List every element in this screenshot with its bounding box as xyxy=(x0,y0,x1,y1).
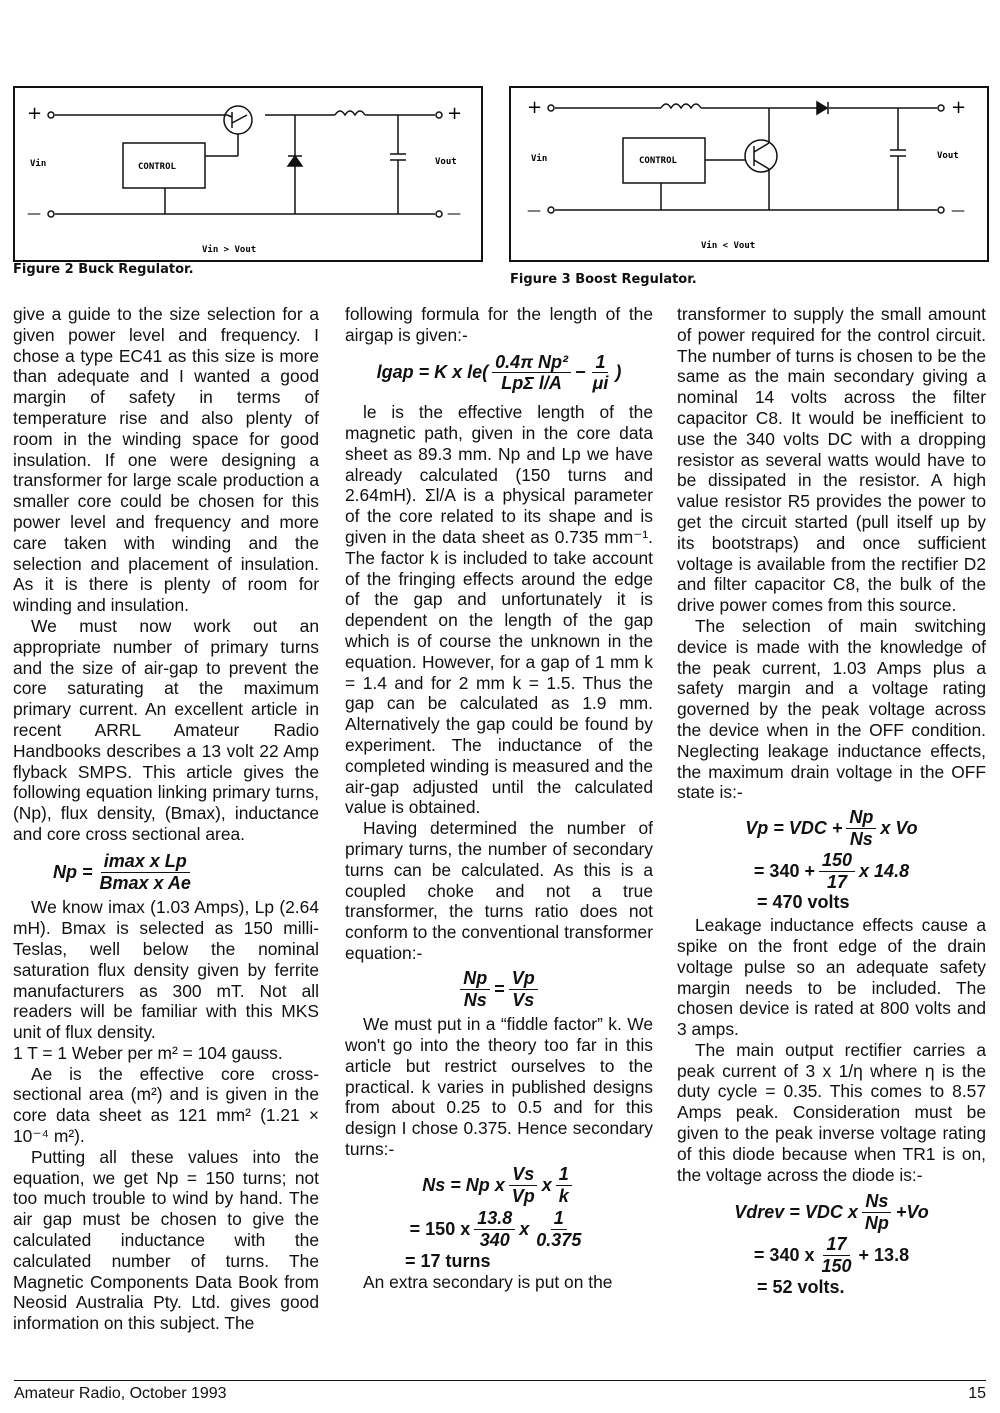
eq-vd2-frac xyxy=(818,1234,854,1277)
boost-plus-in: + xyxy=(527,97,543,118)
equation-vdrev-values xyxy=(677,1234,986,1277)
eq-ns-frac1 xyxy=(509,1164,538,1207)
eq-ns-frac2-den: k xyxy=(558,1185,569,1206)
eq1-lhs: Np = xyxy=(53,861,93,882)
buck-vin-label: Vin xyxy=(30,159,47,169)
eq1-numerator: imax x Lp xyxy=(101,851,190,873)
eq-ratio-right-den: Vs xyxy=(512,989,535,1010)
buck-schematic xyxy=(15,88,481,260)
eq-gap-minus: − xyxy=(575,362,586,383)
col2-paragraph-4: We must put in a “fiddle factor” k. We won't go into the theory too far in this article but restrict ourselves to the practical. k varies in published designs from about 0.25 to 0.5 and for this design I chose 0.375. Hence secondary turns:- xyxy=(345,1014,653,1160)
eq-vd2-lhs: = 340 x xyxy=(753,1244,815,1265)
boost-control-label: CONTROL xyxy=(639,156,677,166)
eq-ns-lhs: Ns = Np x xyxy=(422,1174,505,1195)
eq-ns3: = 17 turns xyxy=(405,1251,491,1272)
buck-minus-in: — xyxy=(27,206,41,222)
eq-vp2-frac xyxy=(819,850,855,893)
eq-vd2-num: 17 xyxy=(823,1234,849,1256)
eq-gap-fraction-2 xyxy=(590,352,612,395)
boost-minus-in: — xyxy=(527,203,541,219)
buck-control-label: CONTROL xyxy=(138,162,176,172)
col2-paragraph-5: An extra secondary is put on the xyxy=(363,1271,613,1292)
boost-schematic xyxy=(511,88,987,260)
col3-paragraph-1: transformer to supply the small amount of power required for the control circuit. The number of turns is chosen to be the same as the main secondary giving a nominal 14 volts across the filter capacitor C8. It would be inefficient to use the 340 volts DC with a dropping resistor as several watts would have to be dissipated in the resistor. A high value resistor R5 provides the power to get the circuit started (pull itself up by its bootstraps) and once sufficient voltage is available from the rectifier D2 and filter capacitor C8, the bulk of the drive power comes from this source. xyxy=(677,304,986,616)
boost-minus-out: — xyxy=(951,203,965,219)
col1-paragraph-5: Ae is the effective core cross-sectional area (m²) and is given in the core data sheet as 121 mm² (1.21 × 10⁻⁴ m²). xyxy=(13,1063,319,1147)
eq-ns-frac1-den: Vp xyxy=(511,1185,535,1206)
figure-boost-regulator xyxy=(509,86,989,262)
eq-vd-lhs: Vdrev = VDC x xyxy=(734,1202,858,1223)
col2-paragraph-2: le is the effective length of the magnetic path, given in the core data sheet as 89.3 mm. Np and Lp we have already calculated (150 turns and 2.64mH). Σl/A is a physical parameter of the core related to its shape and is given in the data sheet as 0.735 mm⁻¹. The factor k is included to take account of the fringing effects around the edge of the gap and unfortunately it is dependent on the length of the gap which is of course the unknown in the equation. However, for a gap of 1 mm k = 1.4 and for 2 mm k = 1.5. Thus the gap can be calculated as 1.9 mm. Alternatively the gap could be found by experiment. The inductance of the completed winding is measured and the air-gap adjusted until the calculated value is obtained. xyxy=(345,402,653,818)
col3-paragraph-4: The main output rectifier carries a peak current of 3 x 1/η where η is the duty cycle = 0.35. This comes to 8.57 Amps peak. Consideration must be given to the peak inverse voltage rating of this diode because when TR1 is on, the voltage across the diode is:- xyxy=(677,1039,986,1185)
col1-paragraph-1: give a guide to the size selection for a given power level and frequency. I chose a type EC41 as this size is more than adequate and I wanted a good margin of safety in terms of temperature rise and also plenty of room in the winding space for good insulation. If one were designing a transformer for large scale production a smaller core could be chosen for this power level and frequency and more care taken with winding and the selection and placement of insulation. As it is there is plenty of room for winding and insulation. xyxy=(13,304,319,616)
eq-ns2-frac2 xyxy=(533,1208,584,1251)
eq-ns2-frac2-den: 0.375 xyxy=(536,1230,582,1251)
eq-ns2-frac1 xyxy=(474,1208,515,1251)
equation-ns-result xyxy=(345,1251,653,1272)
eq-gap-lhs: lgap = K x le( xyxy=(376,362,489,383)
equation-vdrev xyxy=(677,1191,986,1234)
col1-paragraph-6: Putting all these values into the equation, we get Np = 150 turns; not too much trouble to wind by hand. The air gap must be chosen to give the calculated inductance with the calculated number of turns. The Magnetic Components Data Book from Neosid Australia Pty. Ltd. gives good information on this subject. The xyxy=(13,1146,319,1334)
col3-paragraph-3: Leakage inductance effects cause a spike on the front edge of the drain voltage pulse so an adequate safety margin needs to be included. The chosen device is rated at 800 volts and 3 amps. xyxy=(677,915,986,1040)
equation-vp-result xyxy=(677,892,986,913)
col1-paragraph-3: We know imax (1.03 Amps), Lp (2.64 mH). Bmax is selected as 150 milli-Teslas, well below the nominal saturation flux density given by ferrite manufacturers as 300 mT. Not all readers will be familiar with this MKS unit of flux density. xyxy=(13,897,319,1043)
boost-plus-out: + xyxy=(951,97,967,118)
page-number: 15 xyxy=(968,1385,986,1402)
eq-ratio-left-num: Np xyxy=(460,968,490,990)
eq-ratio-right-num: Vp xyxy=(509,968,538,990)
buck-plus-in: + xyxy=(27,103,43,124)
eq-ns2-frac2-num: 1 xyxy=(551,1208,567,1230)
eq-ratio-right xyxy=(509,968,538,1011)
eq-vd-frac xyxy=(862,1191,892,1234)
buck-caption: Figure 2 Buck Regulator. xyxy=(13,262,194,277)
eq1-fraction xyxy=(97,851,194,894)
column-3 xyxy=(677,304,986,1297)
eq-vp2-tail: x 14.8 xyxy=(859,860,910,881)
eq-ns-frac1-num: Vs xyxy=(509,1164,537,1186)
column-2 xyxy=(345,304,653,1293)
equation-ns-values xyxy=(345,1208,653,1251)
eq-vp-den: Ns xyxy=(849,828,873,849)
eq-gap-close: ) xyxy=(615,362,622,383)
eq-vp-frac xyxy=(846,807,876,850)
eq-ns-frac2 xyxy=(556,1164,572,1207)
equation-np xyxy=(53,851,319,894)
column-1 xyxy=(13,304,319,1334)
equation-vdrev-result xyxy=(677,1277,986,1298)
equation-turns-ratio xyxy=(345,968,653,1011)
footer-publication: Amateur Radio, October 1993 xyxy=(14,1385,227,1402)
eq-ns2-lhs: = 150 x xyxy=(409,1219,471,1240)
eq-vp-tail: x Vo xyxy=(880,818,918,839)
eq-vd3: = 52 volts. xyxy=(757,1276,845,1297)
eq-vp2-lhs: = 340 + xyxy=(753,860,815,881)
eq-vp-num: Np xyxy=(846,807,876,829)
eq-ns2-frac1-den: 340 xyxy=(479,1230,510,1251)
eq-vd2-tail: + 13.8 xyxy=(858,1244,910,1265)
eq-ratio-left-den: Ns xyxy=(463,989,487,1010)
col3-paragraph-2: The selection of main switching device is made with the knowledge of the peak current, 1.03 Amps plus a safety margin and a voltage rating governed by the peak voltage across the device when in the OFF condition. Neglecting leakage inductance effects, the maximum drain voltage in the OFF state is:- xyxy=(677,615,986,803)
boost-vin-label: Vin xyxy=(531,154,548,164)
eq-ratio-left xyxy=(460,968,490,1011)
eq-gap-fraction xyxy=(492,352,571,395)
boost-condition: Vin < Vout xyxy=(701,241,756,251)
eq-vd-tail: +Vo xyxy=(895,1202,929,1223)
eq-vp3: = 470 volts xyxy=(757,892,850,913)
eq-vp2-den: 17 xyxy=(826,871,848,892)
buck-minus-out: — xyxy=(447,206,461,222)
equation-ns xyxy=(345,1164,653,1207)
footer-rule xyxy=(14,1380,986,1381)
boost-vout-label: Vout xyxy=(937,151,959,161)
eq-ratio-equals: = xyxy=(494,978,505,999)
buck-condition: Vin > Vout xyxy=(202,245,257,255)
eq-vd2-den: 150 xyxy=(821,1255,852,1276)
eq-gap-numerator: 0.4π Np² xyxy=(492,352,571,374)
eq-vp-lhs: Vp = VDC + xyxy=(745,818,843,839)
eq-ns-frac2-num: 1 xyxy=(556,1164,572,1186)
boost-caption: Figure 3 Boost Regulator. xyxy=(510,272,697,287)
eq-ns2-x: x xyxy=(519,1219,530,1240)
buck-vout-label: Vout xyxy=(435,157,457,167)
col1-paragraph-2: We must now work out an appropriate number of primary turns and the size of air-gap to prevent the core saturating at the maximum primary current. An excellent article in recent ARRL Amateur Radio Handbooks describes a 13 volt 22 Amp flyback SMPS. This article gives the following equation linking primary turns, (Np), flux density, (Bmax), inductance and core cross sectional area. xyxy=(13,615,319,844)
col2-paragraph-1: following formula for the length of the airgap is given:- xyxy=(345,304,653,345)
eq-ns2-frac1-num: 13.8 xyxy=(474,1208,515,1230)
equation-lgap xyxy=(345,352,653,395)
eq-vp2-num: 150 xyxy=(819,850,855,872)
equation-vp xyxy=(677,807,986,850)
eq1-denominator: Bmax x Ae xyxy=(99,872,191,893)
eq-gap-denominator: LpΣ l/A xyxy=(501,373,562,394)
buck-plus-out: + xyxy=(447,103,463,124)
col1-paragraph-4: 1 T = 1 Weber per m² = 104 gauss. xyxy=(13,1042,283,1063)
eq-vd-num: Ns xyxy=(862,1191,891,1213)
eq-vd-den: Np xyxy=(864,1213,889,1234)
eq-ns-x: x xyxy=(541,1174,552,1195)
eq-gap-frac2-num: 1 xyxy=(592,352,608,374)
col2-paragraph-3: Having determined the number of primary turns, the number of secondary turns can be calculated. As this is a coupled choke and not a true transformer, the turns ratio does not conform to the conventional transformer equation:- xyxy=(345,818,653,963)
eq-gap-frac2-den: μi xyxy=(592,373,609,394)
figure-buck-regulator xyxy=(13,86,483,262)
equation-vp-values xyxy=(677,850,986,893)
